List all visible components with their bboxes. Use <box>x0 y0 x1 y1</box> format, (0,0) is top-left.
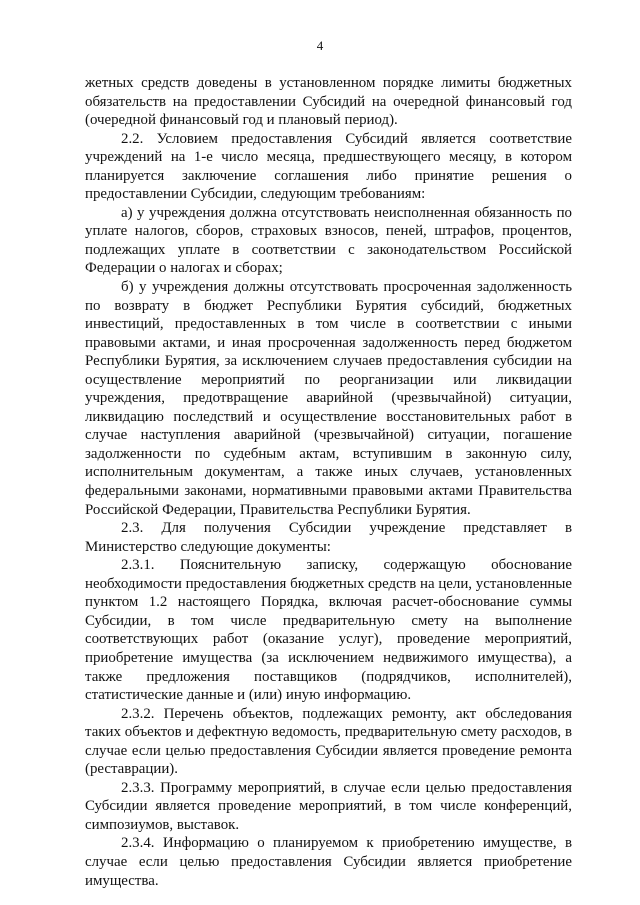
document-body <box>85 74 572 890</box>
paragraph-2-3-2: 2.3.2. Перечень объектов, подлежащих ремонту, акт обследования таких объектов и дефектную ведомость, предварительную смету расходов, в случае если целью предоставления Субсидии является проведение ремонта (реставрации). <box>85 705 572 778</box>
paragraph-requirement-a: а) у учреждения должна отсутствовать неисполненная обязанность по уплате налогов, сборов, страховых взносов, пеней, штрафов, процентов, подлежащих уплате в соответствии с законодательством Российской Федерации о налогах и сборах; <box>85 204 572 277</box>
paragraph-2-2: 2.2. Условием предоставления Субсидий является соответствие учреждений на 1-е число месяца, предшествующего месяцу, в котором планируется заключение соглашения либо принятие решения о предоставлении Субсидии, следующим требованиям: <box>85 130 572 203</box>
paragraph-2-3: 2.3. Для получения Субсидии учреждение представляет в Министерство следующие документы: <box>85 520 572 555</box>
page-number: 4 <box>316 38 324 53</box>
paragraph-2-3-4: 2.3.4. Информацию о планируемом к приобретению имуществе, в случае если целью предоставления Субсидии является приобретение имущества. <box>85 835 572 889</box>
paragraph-2-3-1: 2.3.1. Пояснительную записку, содержащую обоснование необходимости предоставления бюджетных средств на цели, установленные пунктом 1.2 настоящего Порядка, включая расчет-обоснование суммы Субсидии, в том числе предварительную смету на выполнение соответствующих работ (оказание услуг), проведение мероприятий, приобретение имущества (за исключением недвижимого имущества), а также предложения поставщиков (подрядчиков, исполнителей), статистические данные и (или) иную информацию. <box>85 557 572 704</box>
paragraph-2-3-3: 2.3.3. Программу мероприятий, в случае если целью предоставления Субсидии является проведение мероприятий, в том числе конференций, симпозиумов, выставок. <box>85 779 572 833</box>
paragraph-budget-limits: жетных средств доведены в установленном порядке лимиты бюджетных обязательств на предоставлении Субсидий на очередной финансовый год (очередной финансовый год и плановый период). <box>85 75 572 129</box>
paragraph-requirement-b: б) у учреждения должны отсутствовать просроченная задолженность по возврату в бюджет Республики Бурятия субсидий, бюджетных инвестиций, предоставленных в том числе в соответствии с иными правовыми актами, и иная просроченная задолженность перед бюджетом Республики Бурятия, за исключением случаев предоставления субсидии на осуществление мероприятий по реорганизации или ликвидации учреждения, предотвращение аварийной (чрезвычайной) ситуации, ликвидацию последствий и осуществление восстановительных работ в случае наступления аварийной (чрезвычайной) ситуации, погашение задолженности по судебным актам, вступившим в законную силу, исполнительным документам, а также иных случаев, установленных федеральными законами, нормативными правовыми актами Правительства Российской Федерации, Правительства Республики Бурятия. <box>85 279 572 518</box>
